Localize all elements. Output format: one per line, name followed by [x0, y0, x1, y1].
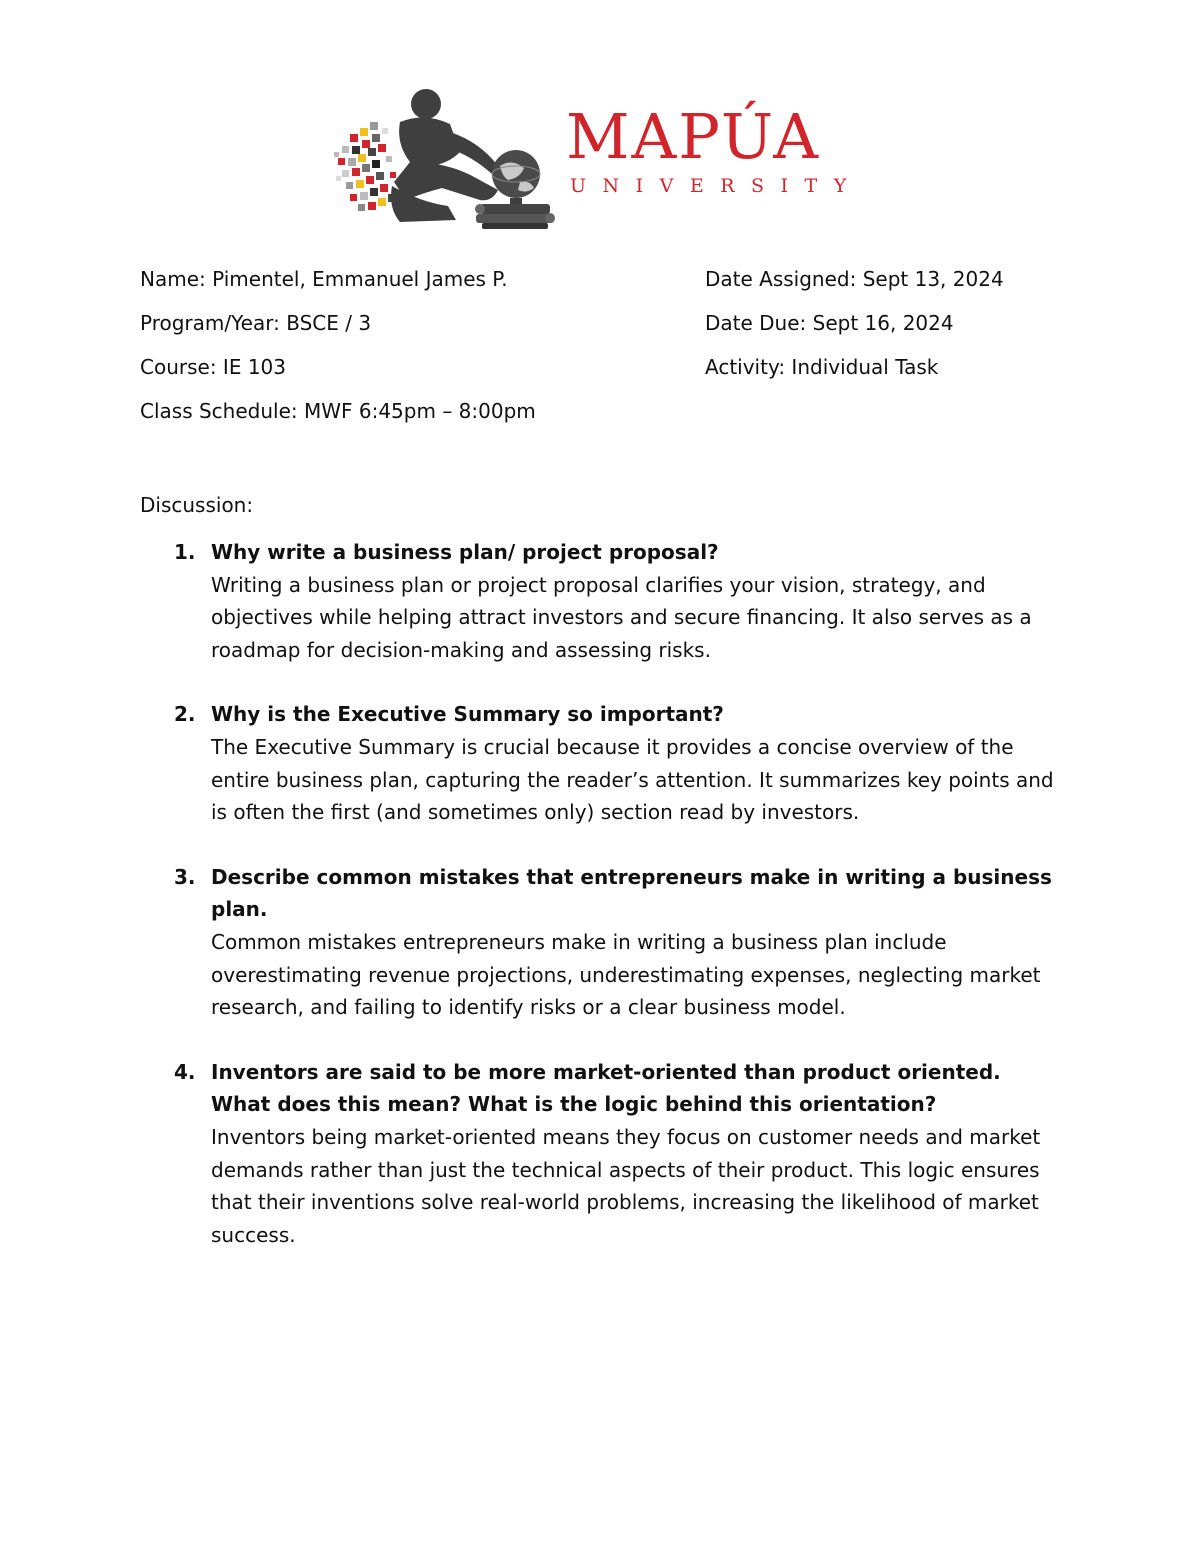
seated-figure — [391, 89, 498, 222]
activity: Activity: Individual Task — [705, 355, 939, 379]
question-item — [140, 698, 1060, 828]
question-text: Describe common mistakes that entrepreneurs make in writing a business plan. — [211, 864, 1052, 922]
date-assigned: Date Assigned: Sept 13, 2024 — [705, 267, 1004, 291]
student-name: Name: Pimentel, Emmanuel James P. — [140, 267, 508, 291]
answer-text: Common mistakes entrepreneurs make in writing a business plan include overestimating revenue projections, underestimating expenses, neglecting market research, and failing to identify risks or a clear business model. — [211, 929, 1041, 1020]
discussion-label: Discussion: — [140, 493, 254, 517]
books — [475, 204, 555, 229]
question-item — [140, 861, 1060, 1024]
date-due: Date Due: Sept 16, 2024 — [705, 311, 954, 335]
logo-subtitle-text: UNIVERSITY — [570, 175, 863, 197]
answer-text: Inventors being market-oriented means they focus on customer needs and market demands rather than just the technical aspects of their product. This logic ensures that their inventions solve real-world problems, increasing the likelihood of market success. — [211, 1124, 1041, 1247]
question-text: Why is the Executive Summary so important? — [211, 702, 724, 727]
question-item — [140, 536, 1060, 666]
question-item — [140, 1056, 1060, 1252]
question-number: 1. — [174, 540, 196, 564]
pixel-mosaic — [334, 122, 396, 211]
logo-brand-text: MAPÚA — [566, 100, 821, 173]
program-year: Program/Year: BSCE / 3 — [140, 311, 372, 335]
logo-wordmark — [566, 100, 863, 212]
question-number: 3. — [174, 864, 196, 889]
question-number: 4. — [174, 1059, 196, 1084]
question-text: Why write a business plan/ project proposal? — [211, 540, 719, 564]
class-schedule: Class Schedule: MWF 6:45pm – 8:00pm — [140, 399, 536, 423]
university-logo — [330, 82, 863, 232]
question-number: 2. — [174, 702, 196, 727]
answer-text: Writing a business plan or project proposal clarifies your vision, strategy, and objectives while helping attract investors and secure financing. It also serves as a roadmap for decision-making and assessing risks. — [211, 572, 1032, 662]
question-list — [140, 536, 1060, 1283]
question-text: Inventors are said to be more market-oriented than product oriented. What does this mean? What is the logic behind this orientation? — [211, 1059, 1001, 1117]
mapua-emblem-icon — [330, 82, 560, 232]
globe — [492, 150, 540, 204]
course: Course: IE 103 — [140, 355, 286, 379]
answer-text: The Executive Summary is crucial because it provides a concise overview of the entire business plan, capturing the reader’s attention. It summarizes key points and is often the first (and sometimes only) section read by investors. — [211, 734, 1054, 825]
